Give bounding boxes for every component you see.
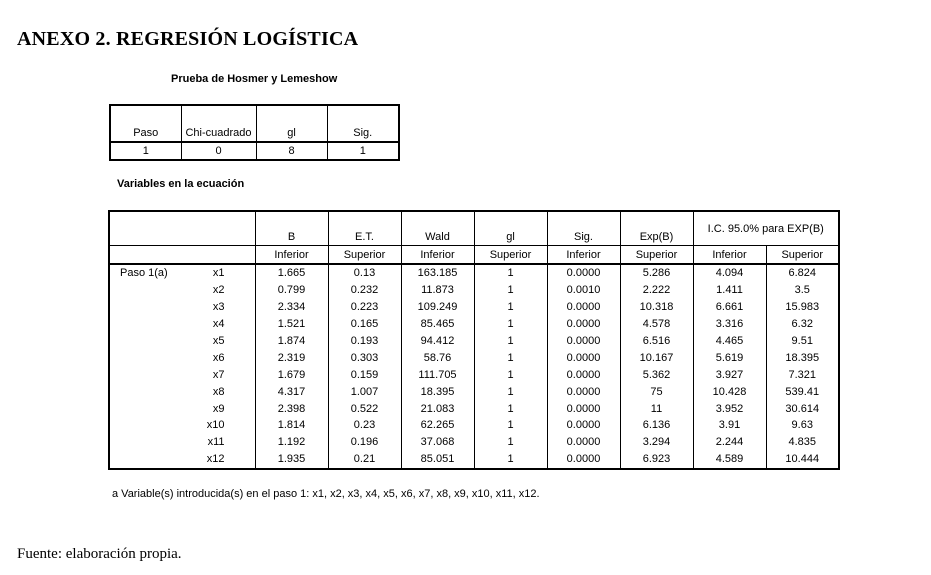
data-cell: 1: [474, 400, 547, 417]
table-row: [109, 264, 839, 282]
data-cell: 1: [474, 333, 547, 350]
subheader-cell: Superior: [766, 246, 839, 265]
table-row: [109, 282, 839, 299]
data-cell: 10.318: [620, 299, 693, 316]
data-cell: 10.167: [620, 349, 693, 366]
data-cell: 0.0000: [547, 333, 620, 350]
header-cell: Exp(B): [620, 211, 693, 246]
data-cell: 1.192: [255, 434, 328, 451]
step-label: [109, 434, 189, 451]
table-row: [109, 434, 839, 451]
subheader-cell: Superior: [328, 246, 401, 265]
data-cell: 1: [474, 366, 547, 383]
data-cell: 1.521: [255, 316, 328, 333]
data-cell: 2.244: [693, 434, 766, 451]
table-row: [109, 383, 839, 400]
header-cell: B: [255, 211, 328, 246]
data-cell: 3.952: [693, 400, 766, 417]
data-cell: 0.0000: [547, 417, 620, 434]
data-cell: 2.398: [255, 400, 328, 417]
data-cell: 0.0000: [547, 299, 620, 316]
subheader-cell: Superior: [474, 246, 547, 265]
table-row: [109, 400, 839, 417]
hosmer-lemeshow-table: [109, 104, 400, 161]
step-label: [109, 316, 189, 333]
footnote: a Variable(s) introducida(s) en el paso 1: x1, x2, x3, x4, x5, x6, x7, x8, x9, x10, x11, x12.: [112, 488, 540, 500]
data-cell: 2.222: [620, 282, 693, 299]
data-cell: 11.873: [401, 282, 474, 299]
data-cell: 111.705: [401, 366, 474, 383]
variable-name: x4: [212, 318, 225, 331]
step-label: Paso 1(a): [120, 267, 168, 280]
table-row: [109, 366, 839, 383]
table-row: [109, 333, 839, 350]
data-cell: 11: [620, 400, 693, 417]
document-heading: ANEXO 2. REGRESIÓN LOGÍSTICA: [17, 28, 359, 50]
corner-cell: [109, 246, 255, 265]
data-cell: 7.321: [766, 366, 839, 383]
subheader-cell: Inferior: [255, 246, 328, 265]
data-cell: 2.334: [255, 299, 328, 316]
data-cell: 1.874: [255, 333, 328, 350]
data-cell: 4.589: [693, 451, 766, 469]
variable-name: x12: [206, 453, 225, 466]
data-cell: 6.136: [620, 417, 693, 434]
step-label: [109, 417, 189, 434]
table-row: [109, 349, 839, 366]
data-cell: 4.578: [620, 316, 693, 333]
data-cell: 539.41: [766, 383, 839, 400]
data-cell: 6.32: [766, 316, 839, 333]
data-cell: 75: [620, 383, 693, 400]
data-cell: 9.63: [766, 417, 839, 434]
table-row: [109, 451, 839, 469]
data-cell: 1: [142, 145, 149, 157]
variable-name: x11: [207, 436, 225, 449]
step-label: [109, 383, 189, 400]
variable-name: x7: [212, 368, 225, 381]
step-label: [109, 282, 189, 299]
subheader-cell: Inferior: [693, 246, 766, 265]
data-cell: 1: [474, 282, 547, 299]
variable-name: x10: [206, 419, 225, 432]
data-cell: 3.5: [766, 282, 839, 299]
data-cell: 4.835: [766, 434, 839, 451]
data-cell: 4.094: [693, 264, 766, 282]
table-row: [109, 299, 839, 316]
header-cell: Sig.: [327, 105, 399, 142]
data-cell: 1: [474, 316, 547, 333]
source-note: Fuente: elaboración propia.: [17, 546, 182, 562]
data-cell: 6.824: [766, 264, 839, 282]
table-header-row: [110, 105, 399, 142]
data-cell: 0.159: [328, 366, 401, 383]
data-cell: 0.0000: [547, 383, 620, 400]
data-cell: 3.294: [620, 434, 693, 451]
data-cell: 1.007: [328, 383, 401, 400]
data-cell: 0.165: [328, 316, 401, 333]
step-label: [109, 299, 189, 316]
data-cell: 15.983: [766, 299, 839, 316]
data-cell: 4.465: [693, 333, 766, 350]
data-cell: 5.619: [693, 349, 766, 366]
data-cell: 94.412: [401, 333, 474, 350]
variables-table: [108, 210, 840, 470]
subheader-cell: Superior: [620, 246, 693, 265]
header-cell: Wald: [401, 211, 474, 246]
data-cell: 0.303: [328, 349, 401, 366]
data-cell: 18.395: [766, 349, 839, 366]
data-cell: 1.935: [255, 451, 328, 469]
step-label: [109, 349, 189, 366]
data-cell: 3.316: [693, 316, 766, 333]
header-cell: gl: [474, 211, 547, 246]
data-cell: 0.0010: [547, 282, 620, 299]
data-cell: 6.923: [620, 451, 693, 469]
data-cell: 0.23: [328, 417, 401, 434]
data-cell: 4.317: [255, 383, 328, 400]
table-header-row: [109, 211, 839, 246]
data-cell: 10.444: [766, 451, 839, 469]
step-label: [109, 366, 189, 383]
corner-cell: [109, 211, 255, 246]
data-cell: 1: [327, 142, 399, 160]
header-cell-ci: I.C. 95.0% para EXP(B): [693, 211, 839, 246]
header-cell: E.T.: [328, 211, 401, 246]
data-cell: 1.814: [255, 417, 328, 434]
subheader-cell: Inferior: [547, 246, 620, 265]
variable-name: x2: [212, 284, 225, 297]
data-cell: 0.0000: [547, 434, 620, 451]
data-cell: 37.068: [401, 434, 474, 451]
data-cell: 0.0000: [547, 366, 620, 383]
data-cell: 0.0000: [547, 349, 620, 366]
data-cell: 85.465: [401, 316, 474, 333]
data-cell: 9.51: [766, 333, 839, 350]
data-cell: 10.428: [693, 383, 766, 400]
data-cell: 1: [474, 383, 547, 400]
data-cell: 85.051: [401, 451, 474, 469]
variable-name: x6: [212, 351, 225, 364]
subheader-cell: Inferior: [401, 246, 474, 265]
data-cell: 0.193: [328, 333, 401, 350]
header-cell: Chi-cuadrado: [181, 105, 256, 142]
data-cell: 0.223: [328, 299, 401, 316]
table-row: [110, 142, 399, 160]
data-cell: 1.665: [255, 264, 328, 282]
variable-name: x1: [212, 267, 225, 280]
data-cell: 5.362: [620, 366, 693, 383]
data-cell: 1.411: [693, 282, 766, 299]
data-cell: 109.249: [401, 299, 474, 316]
data-cell: 30.614: [766, 400, 839, 417]
data-cell: 2.319: [255, 349, 328, 366]
step-label: [109, 333, 189, 350]
data-cell: 163.185: [401, 264, 474, 282]
variable-name: x5: [212, 335, 225, 347]
data-cell: 0.232: [328, 282, 401, 299]
data-cell: 0.13: [328, 264, 401, 282]
data-cell: 1: [474, 349, 547, 366]
header-cell: Sig.: [547, 211, 620, 246]
data-cell: 58.76: [401, 349, 474, 366]
data-cell: 0.0000: [547, 400, 620, 417]
data-cell: 1: [474, 434, 547, 451]
data-cell: 0.196: [328, 434, 401, 451]
data-cell: 6.516: [620, 333, 693, 350]
data-cell: 3.927: [693, 366, 766, 383]
data-cell: 1: [474, 264, 547, 282]
hosmer-caption: Prueba de Hosmer y Lemeshow: [171, 73, 338, 85]
variables-caption: Variables en la ecuación: [117, 178, 245, 190]
data-cell: 0.799: [255, 282, 328, 299]
data-cell: 0.522: [328, 400, 401, 417]
variable-name: x8: [212, 385, 225, 398]
step-label: [109, 451, 189, 469]
data-cell: 0: [181, 142, 256, 160]
step-label: [109, 400, 189, 417]
variable-name: x3: [212, 301, 225, 314]
data-cell: 1.679: [255, 366, 328, 383]
table-row: [109, 316, 839, 333]
data-cell: 18.395: [401, 383, 474, 400]
data-cell: 6.661: [693, 299, 766, 316]
data-cell: 8: [256, 142, 327, 160]
data-cell: 0.0000: [547, 451, 620, 469]
data-cell: 0.0000: [547, 264, 620, 282]
table-row: [109, 417, 839, 434]
table-subheader-row: [109, 246, 839, 265]
header-cell: gl: [256, 105, 327, 142]
data-cell: 3.91: [693, 417, 766, 434]
data-cell: 62.265: [401, 417, 474, 434]
data-cell: 0.0000: [547, 316, 620, 333]
header-cell: Paso: [110, 105, 181, 142]
data-cell: 1: [474, 451, 547, 469]
data-cell: 1: [474, 299, 547, 316]
data-cell: 5.286: [620, 264, 693, 282]
data-cell: 1: [474, 417, 547, 434]
data-cell: 21.083: [401, 400, 474, 417]
data-cell: 0.21: [328, 451, 401, 469]
variable-name: x9: [212, 402, 225, 415]
